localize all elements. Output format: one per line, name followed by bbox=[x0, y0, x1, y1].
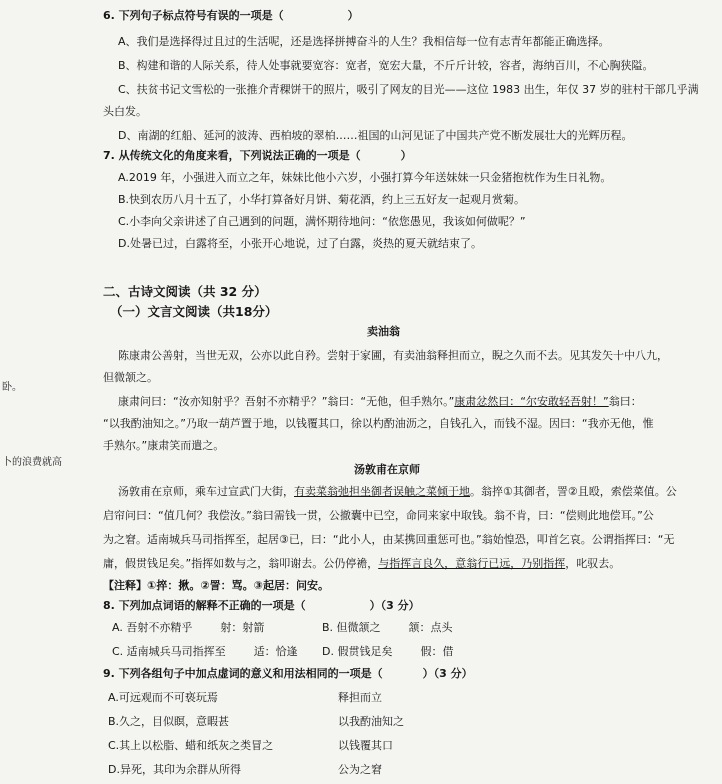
q9-option-a-left: A.可远观而不可亵玩焉 bbox=[108, 691, 218, 704]
q9-option-d-left: D.异死，其印为余群从所得 bbox=[108, 763, 241, 776]
q7-option-d: D.处暑已过，白露将至，小张开心地说，过了白露，炎热的夏天就结束了。 bbox=[118, 237, 482, 250]
passage-1-line: 陈康肃公善射，当世无双，公亦以此自矜。尝射于家圃，有卖油翁释担而立，睨之久而不去。见其发矢十中八九， bbox=[118, 349, 668, 362]
q7-option-c: C.小李向父亲讲述了自己遇到的问题，满怀期待地问：“依您愚见，我该如何做呢？” bbox=[118, 215, 526, 228]
passage-1-title: 卖油翁 bbox=[367, 325, 400, 338]
q6-option-c-line2: 头白发。 bbox=[103, 105, 147, 118]
section-2-title: 二、古诗文阅读（共 32 分） bbox=[103, 284, 267, 299]
q8-option-a: A. 吾射不亦精乎 射：射箭 bbox=[112, 621, 265, 634]
q9-stem: 9. 下列各组句子中加点虚词的意义和用法相同的一项是（ ）（3 分） bbox=[103, 667, 473, 680]
q6-stem: 6. 下列句子标点符号有误的一项是（ ） bbox=[103, 9, 359, 22]
q6-option-b: B、构建和谐的人际关系，待人处事就要宽容：宽者，宽宏大量，不斤斤计较，容者，海纳百川，不心胸狭隘。 bbox=[118, 59, 654, 72]
passage-1-line: 但微颔之。 bbox=[103, 371, 158, 384]
q8-option-b: B. 但微颔之 颔：点头 bbox=[322, 621, 453, 634]
q7-option-a: A.2019 年，小强进入而立之年，妹妹比他小六岁，小强打算今年送妹妹一只金猪抱枕作为生日礼物。 bbox=[118, 171, 612, 184]
q9-option-a-right: 释担而立 bbox=[338, 691, 382, 704]
underlined-sentence: 康肃忿然曰：“尔安敢轻吾射！” bbox=[454, 395, 609, 408]
passage-1-line: 手熟尔。”康肃笑而遣之。 bbox=[103, 439, 225, 452]
passage-2-line: 启帘问曰：“值几何？我偿汝。”翁曰需钱一贯，公撤囊中已空，命同来家中取钱。翁不肯，曰：“偿则此地偿耳。”公 bbox=[103, 509, 654, 522]
q9-option-b-left: B.久之，目似瞑，意暇甚 bbox=[108, 715, 230, 728]
q6-option-c-line1: C、扶贫书记文雪松的一张推介青稞饼干的照片，吸引了网友的目光——这位 1983 出生，年仅 37 岁的驻村干部几乎满 bbox=[118, 83, 699, 96]
q9-option-c-right: 以钱覆其口 bbox=[338, 739, 393, 752]
section-2-subtitle: （一）文言文阅读（共18分） bbox=[110, 304, 278, 319]
q6-option-a: A、我们是选择得过且过的生活呢，还是选择拼搏奋斗的人生？我相信每一位有志青年都能正确选择。 bbox=[118, 35, 610, 48]
margin-note-2: 卜的浪费就高 bbox=[2, 457, 62, 468]
passage-2-title: 汤敦甫在京师 bbox=[354, 463, 420, 476]
annotation-note: 【注释】①捽：揪。②詈：骂。③起居：问安。 bbox=[103, 579, 329, 592]
q9-option-c-left: C.其上以松脂、蜡和纸灰之类冒之 bbox=[108, 739, 274, 752]
q7-stem: 7. 从传统文化的角度来看，下列说法正确的一项是（ ） bbox=[103, 149, 412, 162]
passage-2-line: 庸，假贯钱足矣。”指挥如数与之，翁叩谢去。公仍停襜，与指挥言良久，意翁行已远，乃别指挥，叱驭去。 bbox=[103, 557, 621, 570]
underlined-sentence: 有卖菜翁弛担坐御者误触之菜倾于地 bbox=[294, 485, 470, 498]
q8-stem: 8. 下列加点词语的解释不正确的一项是（ ）（3 分） bbox=[103, 599, 420, 612]
q8-option-d: D. 假贯钱足矣 假：借 bbox=[322, 645, 454, 658]
passage-1-line: 康肃问曰：“汝亦知射乎？吾射不亦精乎？”翁曰：“无他，但手熟尔。”康肃忿然曰：“尔安敢轻吾射！”翁曰： bbox=[118, 395, 642, 408]
underlined-sentence: 与指挥言良久，意翁行已远，乃别指挥 bbox=[378, 557, 566, 570]
q9-option-d-right: 公为之窘 bbox=[338, 763, 382, 776]
q8-option-c: C. 适南城兵马司指挥至 适：恰逢 bbox=[112, 645, 298, 658]
passage-2-line: 汤敦甫在京师，乘车过宣武门大街，有卖菜翁弛担坐御者误触之菜倾于地。翁捽①其御者，詈②且殴，索偿菜值。公 bbox=[118, 485, 677, 498]
q9-option-b-right: 以我酌油知之 bbox=[338, 715, 404, 728]
q7-option-b: B.快到农历八月十五了，小华打算备好月饼、菊花酒，约上三五好友一起观月赏菊。 bbox=[118, 193, 526, 206]
passage-2-line: 为之窘。适南城兵马司指挥至，起居③已，曰：“此小人，由某携回重惩可也。”翁始惶恐，叩首乞哀。公谓指挥曰：“无 bbox=[103, 533, 675, 546]
q6-option-d: D、南湖的红船、延河的波涛、西柏坡的翠柏……祖国的山河见证了中国共产党不断发展壮大的光辉历程。 bbox=[118, 129, 633, 142]
margin-note-1: 卧。 bbox=[2, 382, 22, 393]
passage-1-line: “以我酌油知之。”乃取一葫芦置于地，以钱覆其口，徐以杓酌油沥之，自钱孔入，而钱不湿。因曰：“我亦无他，惟 bbox=[103, 417, 654, 430]
